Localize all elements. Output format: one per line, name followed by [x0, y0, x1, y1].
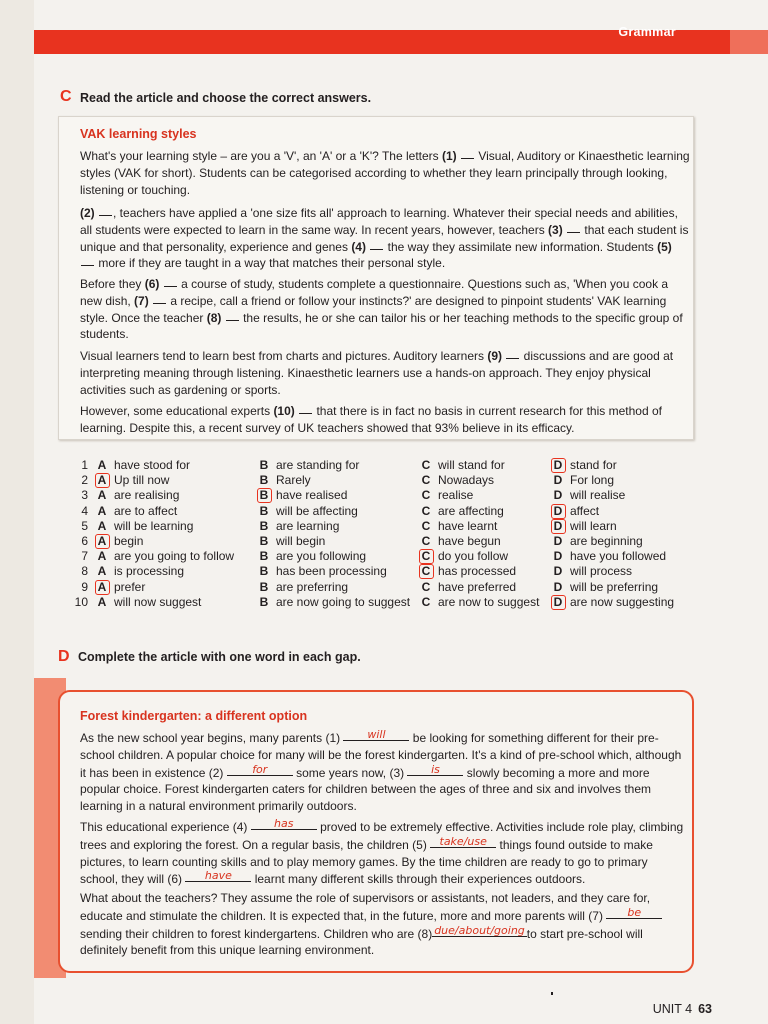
- option-letter-c[interactable]: C: [419, 549, 434, 564]
- question-number: 10: [74, 594, 88, 609]
- option-text-b: are learning: [276, 518, 340, 533]
- option-letter-d[interactable]: D: [551, 458, 566, 473]
- vak-paragraph-2: (2) , teachers have applied a 'one size fits all' approach to learning. Whatever their special needs and abilities, all students were expected to learn in the same way. In recent years, however, teachers (3) that each student is unique and that personality, experience and genes (4) the way they assimilate new information. Students (5) more if they are taught in a way that matches their personal style.: [80, 206, 689, 271]
- question-row: [66, 534, 706, 549]
- exercise-d-instruction: Complete the article with one word in each gap.: [78, 650, 361, 664]
- option-text-c: realise: [438, 488, 474, 503]
- option-text-a: are to affect: [114, 503, 178, 518]
- answer-options-table: [66, 458, 706, 610]
- option-letter-d[interactable]: D: [553, 488, 563, 503]
- option-letter-a[interactable]: A: [97, 518, 107, 533]
- option-text-b: are standing for: [276, 458, 360, 472]
- option-text-b: will be affecting: [276, 503, 358, 518]
- question-number: 6: [81, 534, 88, 549]
- gap-2: [99, 206, 112, 216]
- option-letter-a[interactable]: A: [97, 594, 107, 609]
- answer-8[interactable]: due/about/going: [434, 923, 525, 937]
- option-letter-a[interactable]: A: [95, 534, 110, 549]
- option-text-b: have realised: [276, 488, 348, 503]
- page-edge: [0, 0, 34, 1024]
- forest-paragraph-2: This educational experience (4) has proved to be extremely effective. Activities include role play, climbing trees and exploring the forest. On a regular basis, the children (5) take/use things found outside to make pictures, to learn counting skills and to play memory games. By the time children are ready to go to primary school, they will (6) have learnt many different skills through their experiences outdoors.: [80, 817, 684, 887]
- question-number: 2: [81, 473, 88, 488]
- question-number: 4: [81, 503, 88, 518]
- question-row: [66, 488, 706, 503]
- option-letter-b[interactable]: B: [259, 564, 269, 579]
- option-text-a: will be learning: [114, 518, 194, 533]
- gap-1: [461, 149, 474, 159]
- gap-3: [567, 223, 580, 233]
- question-number: 7: [81, 549, 88, 564]
- article-title-forest: Forest kindergarten: a different option: [80, 709, 308, 723]
- header-bar-tail: [730, 30, 768, 54]
- option-text-c: has processed: [438, 564, 517, 579]
- option-text-c: do you follow: [438, 549, 509, 564]
- gap-5: [81, 256, 94, 266]
- option-text-d: are beginning: [570, 534, 643, 549]
- option-letter-c[interactable]: C: [421, 518, 431, 533]
- question-row: [66, 458, 706, 473]
- option-letter-a[interactable]: A: [97, 503, 107, 518]
- forest-paragraph-1: As the new school year begins, many parents (1) will be looking for something different for their pre-school children. A popular choice for many will be the forest kindergarten. It's a kind of pre-school which, although it has been in existence (2) for some years now, (3) is slowly becoming a more and more popular choice. Forest kindergarten caters for children between the ages of three and six and involves them learning in a natural environment primarily outdoors.: [80, 728, 682, 814]
- gap-10: [299, 404, 312, 414]
- answer-3[interactable]: is: [407, 764, 463, 776]
- answer-1[interactable]: will: [343, 729, 409, 741]
- option-letter-b[interactable]: B: [259, 458, 269, 472]
- option-text-d: will learn: [570, 518, 617, 533]
- option-letter-d[interactable]: D: [553, 549, 563, 564]
- question-row: [66, 580, 706, 595]
- vak-paragraph-5: However, some educational experts (10) that there is in fact no basis in current research for this method of learning. Despite this, a recent survey of UK teachers showed that 93% believe in its efficacy.: [80, 404, 662, 435]
- stray-mark: [551, 992, 553, 995]
- option-letter-b[interactable]: B: [259, 594, 269, 609]
- option-text-d: stand for: [570, 458, 617, 472]
- gap-6: [164, 277, 177, 287]
- option-text-a: is processing: [114, 564, 185, 579]
- option-text-d: are now suggesting: [570, 594, 675, 609]
- option-text-b: has been processing: [276, 564, 387, 579]
- option-letter-a[interactable]: A: [97, 458, 107, 472]
- option-text-d: will process: [570, 564, 633, 579]
- option-letter-c[interactable]: C: [421, 488, 431, 503]
- option-letter-b[interactable]: B: [259, 579, 269, 594]
- option-text-c: Nowadays: [438, 473, 495, 488]
- question-row: [66, 595, 706, 610]
- exercise-c-letter: C: [60, 88, 72, 105]
- article-title-vak: VAK learning styles: [80, 127, 197, 141]
- option-letter-d[interactable]: D: [553, 579, 563, 594]
- section-label: Grammar: [618, 25, 676, 39]
- question-number: 8: [81, 564, 88, 579]
- option-letter-d[interactable]: D: [551, 504, 566, 519]
- option-text-d: will be preferring: [570, 579, 659, 594]
- answer-6[interactable]: have: [185, 870, 251, 882]
- gap-4: [370, 240, 383, 250]
- question-row: [66, 564, 706, 579]
- question-row: [66, 519, 706, 534]
- vak-paragraph-4: Visual learners tend to learn best from charts and pictures. Auditory learners (9) discussions and are good at interpreting meaning through listening. Kinaesthetic learners use a hands-on approach. They enjoy physical activities such as gardening or sports.: [80, 349, 674, 397]
- option-letter-b[interactable]: B: [259, 503, 269, 518]
- option-letter-b[interactable]: B: [259, 534, 269, 549]
- option-letter-d[interactable]: D: [553, 473, 563, 488]
- gap-9: [506, 349, 519, 359]
- option-letter-a[interactable]: A: [97, 564, 107, 579]
- question-number: 5: [81, 518, 88, 533]
- option-letter-c[interactable]: C: [421, 579, 431, 594]
- unit-label: UNIT 4: [652, 1002, 693, 1016]
- option-text-a: Up till now: [114, 473, 170, 488]
- answer-2[interactable]: for: [227, 764, 293, 776]
- option-letter-a[interactable]: A: [95, 580, 110, 595]
- question-row: [66, 473, 706, 488]
- option-text-a: are you going to follow: [114, 549, 235, 564]
- option-letter-b[interactable]: B: [259, 518, 269, 533]
- option-text-c: are affecting: [438, 503, 504, 518]
- option-text-a: begin: [114, 534, 144, 549]
- option-text-a: prefer: [114, 579, 146, 594]
- page-number: 63: [698, 1002, 712, 1016]
- question-row: [66, 504, 706, 519]
- option-text-d: will realise: [570, 488, 626, 503]
- question-row: [66, 549, 706, 564]
- option-letter-c[interactable]: C: [421, 458, 431, 472]
- option-text-a: have stood for: [114, 458, 191, 472]
- option-letter-c[interactable]: C: [421, 473, 431, 488]
- option-letter-c[interactable]: C: [421, 503, 431, 518]
- option-letter-d[interactable]: D: [553, 534, 563, 549]
- gap-8: [226, 311, 239, 321]
- option-letter-a[interactable]: A: [97, 549, 107, 564]
- option-letter-a[interactable]: A: [97, 488, 107, 503]
- option-letter-a[interactable]: A: [95, 473, 110, 488]
- answer-4[interactable]: has: [251, 818, 317, 830]
- option-letter-c[interactable]: C: [419, 564, 434, 579]
- option-text-b: are you following: [276, 549, 367, 564]
- page-footer: [653, 1002, 712, 1016]
- vak-paragraph-1: What's your learning style – are you a 'V', an 'A' or a 'K'? The letters (1) Visual, Auditory or Kinaesthetic learning styles (VAK for short). Students can be categorised according to whether they learn principally through looking, listening or touching.: [80, 149, 690, 197]
- option-text-d: For long: [570, 473, 615, 488]
- option-letter-c[interactable]: C: [421, 534, 431, 549]
- option-letter-d[interactable]: D: [553, 564, 563, 579]
- option-text-a: will now suggest: [114, 594, 202, 609]
- option-text-b: are preferring: [276, 579, 349, 594]
- question-number: 1: [81, 458, 88, 472]
- option-text-c: have preferred: [438, 579, 517, 594]
- option-text-c: will stand for: [438, 458, 505, 472]
- vak-paragraph-3: Before they (6) a course of study, students complete a questionnaire. Questions such as, 'When you cook a new dish, (7) a recipe, call a friend or follow your instincts?' are designed to pinpoint students' VAK learning style. Once the teacher (8) the results, he or she can tailor his or her teaching methods to the specific group of students.: [80, 277, 683, 342]
- question-number: 3: [81, 488, 88, 503]
- option-text-a: are realising: [114, 488, 180, 503]
- answer-7[interactable]: be: [606, 907, 662, 919]
- option-letter-b[interactable]: B: [259, 549, 269, 564]
- option-text-d: affect: [570, 503, 600, 518]
- option-letter-b[interactable]: B: [259, 473, 269, 488]
- exercise-d-letter: D: [58, 648, 70, 665]
- option-text-b: are now going to suggest: [276, 594, 411, 609]
- gap-7: [153, 294, 166, 304]
- option-text-b: will begin: [276, 534, 326, 549]
- question-number: 9: [81, 579, 88, 594]
- option-text-c: are now to suggest: [438, 594, 540, 609]
- forest-paragraph-3: What about the teachers? They assume the role of supervisors or assistants, not leaders, and they care for, educate and stimulate the children. It is expected that, in the future, more and more parents will (7) be sending their children to forest kindergartens. Children who are (8) due/about/going to start pre-school will definitely benefit from this unique learning environment.: [80, 890, 686, 959]
- option-text-c: have begun: [438, 534, 501, 549]
- option-text-d: have you followed: [570, 549, 667, 564]
- option-text-b: Rarely: [276, 473, 311, 488]
- option-letter-b[interactable]: B: [257, 488, 272, 503]
- exercise-c-instruction: Read the article and choose the correct answers.: [80, 91, 372, 105]
- answer-5[interactable]: take/use: [430, 836, 496, 848]
- option-letter-c[interactable]: C: [421, 594, 431, 609]
- option-letter-d[interactable]: D: [551, 519, 566, 534]
- option-letter-d[interactable]: D: [551, 595, 566, 610]
- option-text-c: have learnt: [438, 518, 498, 533]
